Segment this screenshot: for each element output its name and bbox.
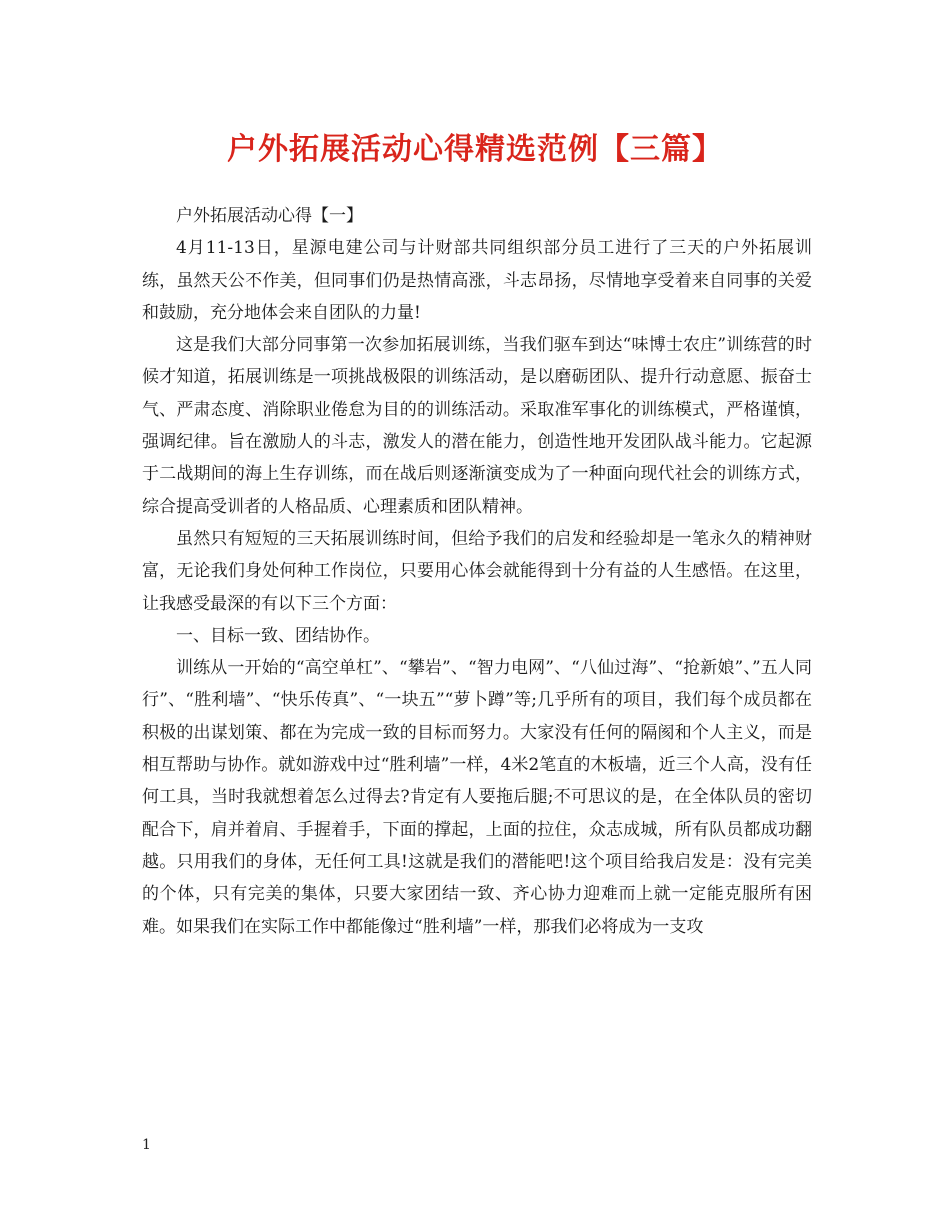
- body-paragraph: 4月11-13日，星源电建公司与计财部共同组织部分员工进行了三天的户外拓展训练，虽然天公不作美，但同事们仍是热情高涨，斗志昂扬，尽情地享受着来自同事的关爱和鼓励，充分地体会来自团队的力量!: [142, 238, 812, 323]
- document-body: [142, 200, 812, 943]
- body-paragraph: 虽然只有短短的三天拓展训练时间，但给予我们的启发和经验却是一笔永久的精神财富，无论我们身处何种工作岗位，只要用心体会就能得到十分有益的人生感悟。在这里，让我感受最深的有以下三个方面：: [142, 528, 812, 614]
- body-paragraph: 这是我们大部分同事第一次参加拓展训练，当我们驱车到达“味博士农庄”训练营的时候才知道，拓展训练是一项挑战极限的训练活动，是以磨砺团队、提升行动意愿、振奋士气、严肃态度、消除职业倦怠为目的的训练活动。采取准军事化的训练模式，严格谨慎，强调纪律。旨在激励人的斗志，激发人的潜在能力，创造性地开发团队战斗能力。它起源于二战期间的海上生存训练，而在战后则逐渐演变成为了一种面向现代社会的训练方式，综合提高受训者的人格品质、心理素质和团队精神。: [142, 335, 812, 517]
- body-paragraph: 训练从一开始的“高空单杠”、“攀岩”、“智力电网”、“八仙过海”、“抢新娘”、”五人同行”、“胜利墙”、“快乐传真”、“一块五”“萝卜蹲”等;几乎所有的项目，我们每个成员都在积极的出谋划策、都在为完成一致的目标而努力。大家没有任何的隔阂和个人主义，而是相互帮助与协作。就如游戏中过“胜利墙”一样，4米2笔直的木板墙，近三个人高，没有任何工具，当时我就想着怎么过得去?肯定有人要拖后腿;不可思议的是，在全体队员的密切配合下，肩并着肩、手握着手，下面的撑起，上面的拉住，众志成城，所有队员都成功翻越。只用我们的身体，无任何工具!这就是我们的潜能吧!这个项目给我启发是：没有完美的个体，只有完美的集体，只要大家团结一致、齐心协力迎难而上就一定能克服所有困难。如果我们在实际工作中都能像过“胜利墙”一样，那我们必将成为一支攻: [142, 658, 812, 937]
- document-title: 户外拓展活动心得精选范例【三篇】: [227, 132, 723, 167]
- section-heading: 户外拓展活动心得【一】: [176, 206, 363, 226]
- page-number: 1: [142, 1137, 151, 1153]
- sub-heading: 一、目标一致、团结协作。: [176, 625, 380, 646]
